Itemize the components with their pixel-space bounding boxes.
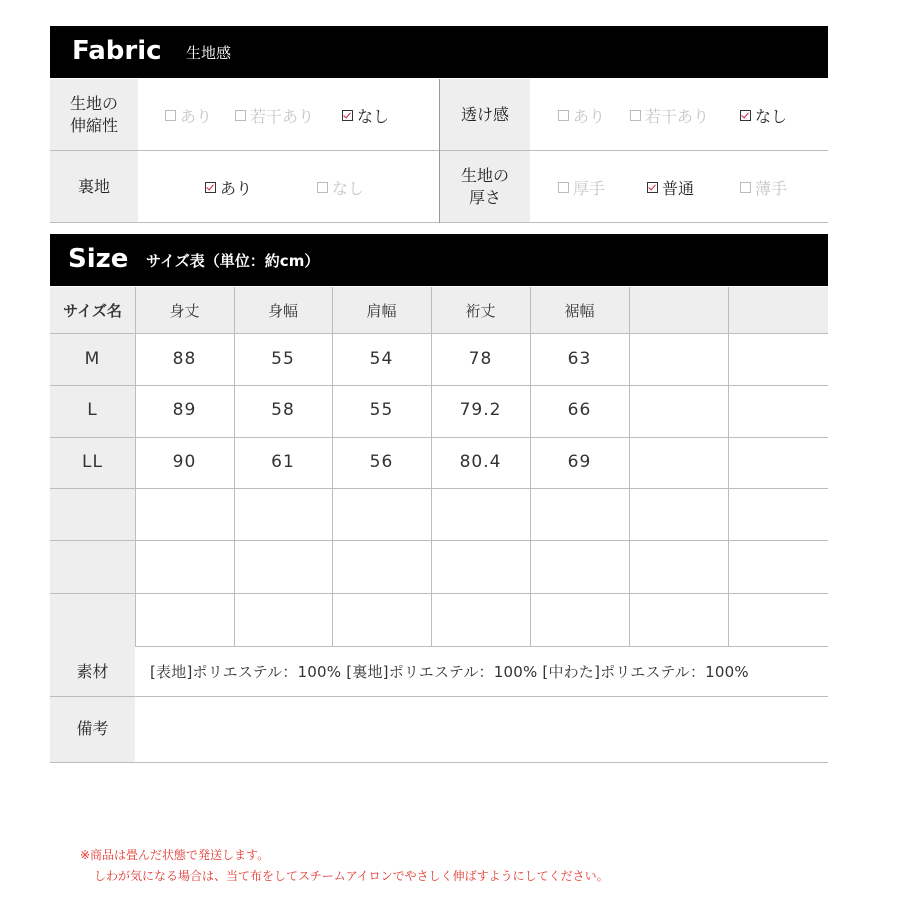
fabric-option-1-left-1 xyxy=(317,176,364,199)
size-table-cell: 55 xyxy=(369,400,394,420)
fabric-option-0-left-0 xyxy=(165,104,212,127)
fabric-option-label: 厚手 xyxy=(573,178,606,198)
fabric-option-1-right-2 xyxy=(740,176,787,199)
size-column-header: 身丈 xyxy=(169,302,200,320)
fabric-title: Fabric xyxy=(72,36,162,66)
fabric-label-1-right: 生地の 厚さ xyxy=(460,165,509,207)
size-title: Size xyxy=(68,244,129,274)
size-table-cell: 63 xyxy=(567,348,592,369)
unchecked-box-icon xyxy=(235,110,246,121)
fabric-option-label: 若干あり xyxy=(250,106,315,126)
size-table-cell: 78 xyxy=(468,348,493,369)
material-label: 素材 xyxy=(76,662,109,681)
fabric-subtitle: 生地感 xyxy=(186,44,232,62)
size-table-cell: 58 xyxy=(271,400,295,420)
unchecked-box-icon xyxy=(165,110,176,121)
checked-box-icon xyxy=(205,182,216,193)
unchecked-box-icon xyxy=(558,182,569,193)
size-table-cell: 69 xyxy=(567,451,592,472)
fabric-option-label: なし xyxy=(357,106,390,126)
ironing-note: しわが気になる場合は、当て布をしてスチームアイロンでやさしく伸ばすようにしてください。 xyxy=(94,869,609,883)
material-value: [表地]ポリエステル：100% [裏地]ポリエステル：100% [中わた]ポリエステル：100% xyxy=(150,663,749,681)
fabric-option-label: 普通 xyxy=(662,178,695,198)
fabric-option-label: 若干あり xyxy=(645,106,710,126)
size-row-name: M xyxy=(84,348,101,369)
fabric-option-0-left-2 xyxy=(342,104,389,127)
size-table-cell: 54 xyxy=(369,348,394,369)
fabric-option-0-right-1 xyxy=(630,104,709,127)
size-table-cell: 56 xyxy=(369,451,394,472)
size-column-header: 裾幅 xyxy=(564,302,595,320)
size-table-cell: 66 xyxy=(567,400,592,420)
shipping-note: ※商品は畳んだ状態で発送します。 xyxy=(80,848,270,862)
fabric-option-1-right-1 xyxy=(647,176,694,199)
size-table-cell: 79.2 xyxy=(459,400,502,420)
fabric-option-1-right-0 xyxy=(558,176,605,199)
fabric-label-1-left: 裏地 xyxy=(77,176,110,196)
fabric-option-label: なし xyxy=(332,178,365,198)
remarks-label: 備考 xyxy=(76,719,109,738)
unchecked-box-icon xyxy=(558,110,569,121)
size-row-name: LL xyxy=(82,451,103,472)
unchecked-box-icon xyxy=(740,182,751,193)
unchecked-box-icon xyxy=(630,110,641,121)
fabric-label-0-left: 生地の 伸縮性 xyxy=(69,93,118,135)
fabric-option-0-right-0 xyxy=(558,104,605,127)
size-table-cell: 90 xyxy=(172,451,197,472)
fabric-label-0-right: 透け感 xyxy=(460,104,509,124)
fabric-option-label: なし xyxy=(755,106,788,126)
size-column-header: 肩幅 xyxy=(366,302,397,320)
fabric-option-label: あり xyxy=(573,106,606,126)
size-name-header: サイズ名 xyxy=(63,302,122,320)
checked-box-icon xyxy=(647,182,658,193)
size-table-cell: 88 xyxy=(172,348,197,369)
fabric-option-1-left-0 xyxy=(205,176,252,199)
size-header-bar xyxy=(50,234,828,286)
checked-box-icon xyxy=(740,110,751,121)
size-table-cell: 55 xyxy=(271,348,295,369)
size-table-cell: 80.4 xyxy=(459,451,502,472)
size-table-cell: 61 xyxy=(271,451,295,472)
unchecked-box-icon xyxy=(317,182,328,193)
fabric-option-0-left-1 xyxy=(235,104,314,127)
checked-box-icon xyxy=(342,110,353,121)
size-column-header: 身幅 xyxy=(267,302,298,320)
fabric-option-label: あり xyxy=(220,178,253,198)
fabric-option-label: 薄手 xyxy=(755,178,788,198)
size-table-cell: 89 xyxy=(172,400,197,420)
size-subtitle: サイズ表（単位：約cm） xyxy=(146,252,320,270)
fabric-option-0-right-2 xyxy=(740,104,787,127)
fabric-option-label: あり xyxy=(180,106,213,126)
size-row-name: L xyxy=(87,400,98,420)
fabric-header-bar xyxy=(50,26,828,78)
size-column-header: 裄丈 xyxy=(465,302,496,320)
